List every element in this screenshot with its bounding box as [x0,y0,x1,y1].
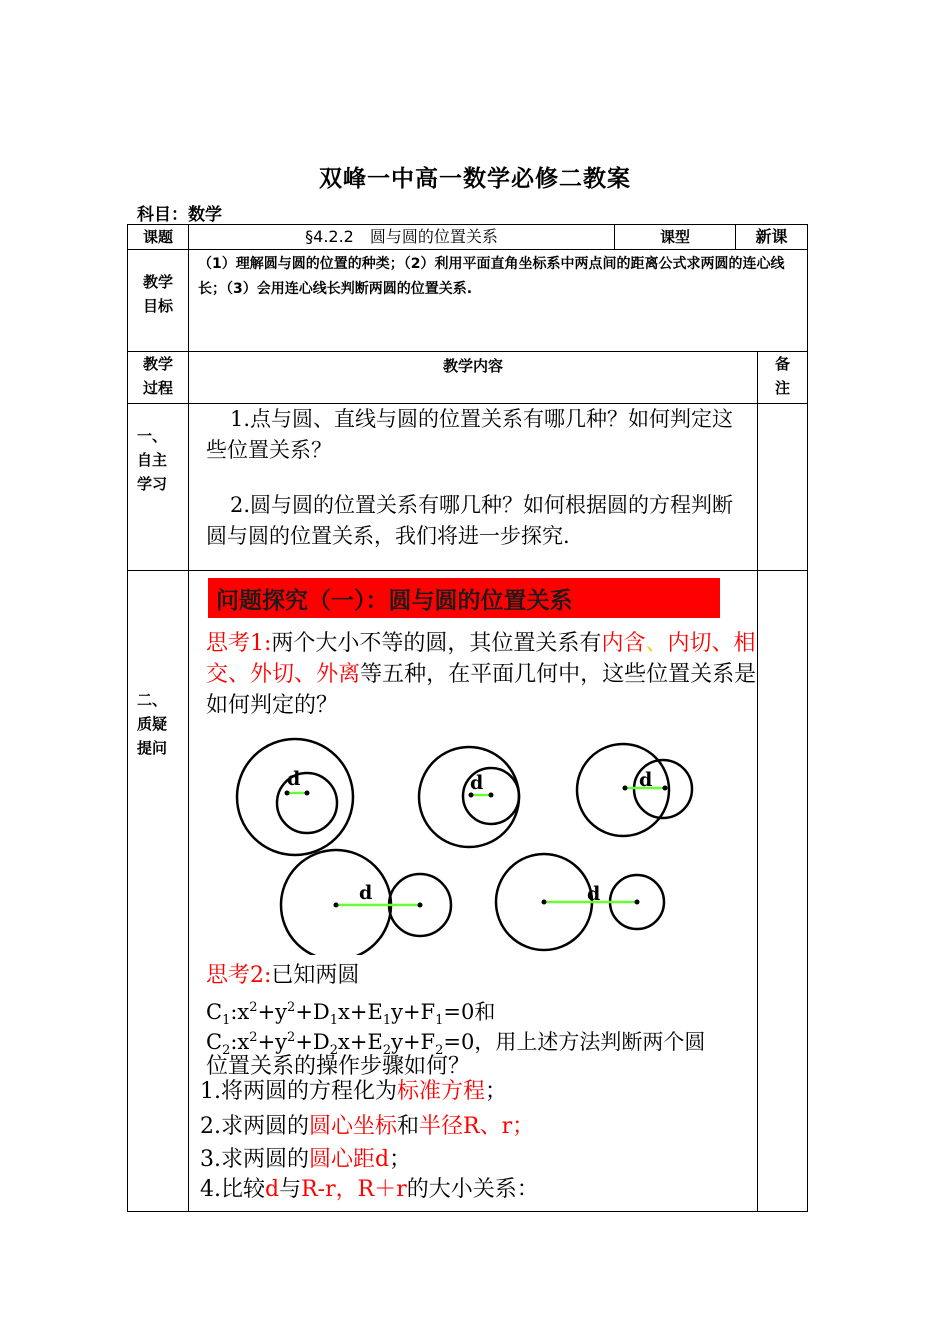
center-dot [305,791,310,796]
separator: 、 [711,631,734,656]
eq-part: +y [257,1030,288,1054]
step-text: ； [512,1114,535,1139]
objectives-text: （1）理解圆与圆的位置的种类；（2）利用平面直角坐标系中两点间的距离公式求两圆的连心线长；（3）会用连心线长判断两圆的位置关系. [198,256,785,297]
large-circle [577,744,669,836]
center-dot [334,903,339,908]
eq-part: x+E [338,1030,383,1054]
step-highlight: d [265,1177,280,1202]
step-highlight: 标准方程 [397,1079,486,1104]
section2-label-line: 提问 [137,739,168,757]
separator: 、 [294,662,317,687]
step-text: ； [485,1079,508,1104]
relation-inner: 内含 [601,631,646,656]
eq-sub: 2 [435,1043,444,1059]
objectives-label [128,270,188,318]
eq-part: C [206,1000,223,1024]
section1-label [128,424,187,496]
eq-sup: 2 [249,1000,258,1015]
eq-part: y+F [391,1000,436,1024]
step-text: 与 [279,1177,302,1202]
center-dot [542,900,547,905]
diagram-contained [237,739,353,855]
center-dot [285,791,290,796]
eq-sup: 2 [287,1030,296,1045]
step-text: 的大小关系： [406,1177,539,1202]
inquiry-banner-text: 问题探究（一）：圆与圆的位置关系 [216,588,573,614]
step-text: 1.将两圆的方程化为 [200,1079,397,1104]
eq-sub: 2 [382,1043,392,1059]
page-title: 双峰一中高一数学必修二教案 [319,166,631,192]
type-value: 新课 [755,227,788,246]
step-text: 2.求两圆的 [200,1114,309,1139]
eq-sub: 2 [222,1043,231,1059]
separator: 、 [645,631,668,656]
eq-sub: 1 [435,1013,444,1029]
center-dot [623,786,628,791]
eq-part: :x [230,1000,250,1024]
think2-text-b: 位置关系的操作步骤如何？ [206,1054,471,1079]
step-3 [200,1142,411,1173]
eq-sub: 1 [329,1013,339,1029]
think-1 [206,628,766,721]
process-label-line: 教学 [142,355,173,373]
eq-sub: 2 [329,1043,339,1059]
step-highlight: R＋r [357,1177,407,1202]
step-2 [200,1109,534,1140]
table-divider [127,249,808,250]
section1-label-line: 一、 [137,427,168,445]
distance-label: d [287,768,301,790]
think2-label: 思考2: [206,963,272,988]
think2-text-a: 已知两圆 [271,963,360,988]
relation-separate: 外离 [316,662,361,687]
distance-label: d [587,883,601,905]
think1-text-b: 等五种，在平面几何中，这些位置关系是如何判定的？ [206,662,757,718]
eq-part: y+F [391,1030,436,1054]
table-divider [127,570,808,571]
eq-sub: 1 [382,1013,392,1029]
center-dot [489,793,494,798]
table-divider [127,351,808,352]
think1-label: 思考1: [206,631,272,656]
separator: 、 [228,662,251,687]
section2-label [128,688,187,760]
notes-label-line: 注 [774,379,790,397]
step-text: 4.比较 [200,1177,265,1202]
table-border-bottom [127,1211,808,1212]
objectives-label-line: 目标 [142,297,173,315]
objectives-label-line: 教学 [142,273,173,291]
content-label: 教学内容 [442,357,503,375]
type-label: 课型 [659,228,690,246]
diagram-intersecting [577,744,692,836]
process-label-line: 过程 [142,379,173,397]
step-text: 和 [397,1114,420,1139]
relation-internal-tangent: 内切 [667,631,712,656]
step-highlight: 半径R、r [419,1114,513,1139]
eq-part: +y [257,1000,288,1024]
eq-sub: 1 [222,1013,231,1029]
question-1: 1.点与圆、直线与圆的位置关系有哪几种？如何判定这些位置关系？ [206,407,734,462]
circle-positions-diagram [189,735,757,955]
table-border-right [807,224,808,1211]
notes-label [758,352,807,400]
table-divider [757,351,758,1211]
section1-label-line: 学习 [137,475,168,493]
eq-part: =0和 [443,1000,496,1024]
distance-label: d [470,772,484,794]
topic-value: §4.2.2 圆与圆的位置关系 [305,227,498,246]
notes-label-line: 备 [774,355,790,373]
eq-part: =0，用上述方法判断两个圆 [443,1030,706,1054]
step-text: ； [389,1147,412,1172]
section2-label-line: 质疑 [137,715,168,733]
inquiry-banner [208,578,720,618]
think1-text-a: 两个大小不等的圆，其位置关系有 [271,631,602,656]
eq-part: x+E [338,1000,383,1024]
eq-sup: 2 [287,1000,296,1015]
step-text: ， [335,1177,358,1202]
relation-intersect: 相交 [206,631,756,687]
eq-part: C [206,1030,223,1054]
relation-external-tangent: 外切 [250,662,295,687]
eq-part: :x [230,1030,250,1054]
section2-label-line: 二、 [137,691,168,709]
step-4 [200,1172,539,1203]
step-highlight: 圆心距d [309,1147,390,1172]
process-label [128,352,188,400]
step-1 [200,1074,507,1105]
think-2 [206,960,766,991]
question-2: 2.圆与圆的位置关系有哪几种？如何根据圆的方程判断圆与圆的位置关系，我们将进一步探究. [206,493,734,548]
small-circle [277,773,337,833]
step-text: 3.求两圆的 [200,1147,309,1172]
diagram-internally-tangent [419,747,519,847]
distance-label: d [359,882,373,904]
section1-label-line: 自主 [137,451,168,469]
distance-label: d [639,769,653,791]
step-highlight: 圆心坐标 [309,1114,398,1139]
center-dot [635,900,640,905]
eq-sup: 2 [249,1030,258,1045]
step-highlight: R-r [301,1177,336,1202]
center-dot [418,903,423,908]
large-circle [419,747,519,847]
subject-label: 科目：数学 [137,205,222,225]
topic-label: 课题 [142,228,173,246]
center-dot [663,786,668,791]
eq-part: +D [295,1000,330,1024]
eq-part: +D [295,1030,330,1054]
